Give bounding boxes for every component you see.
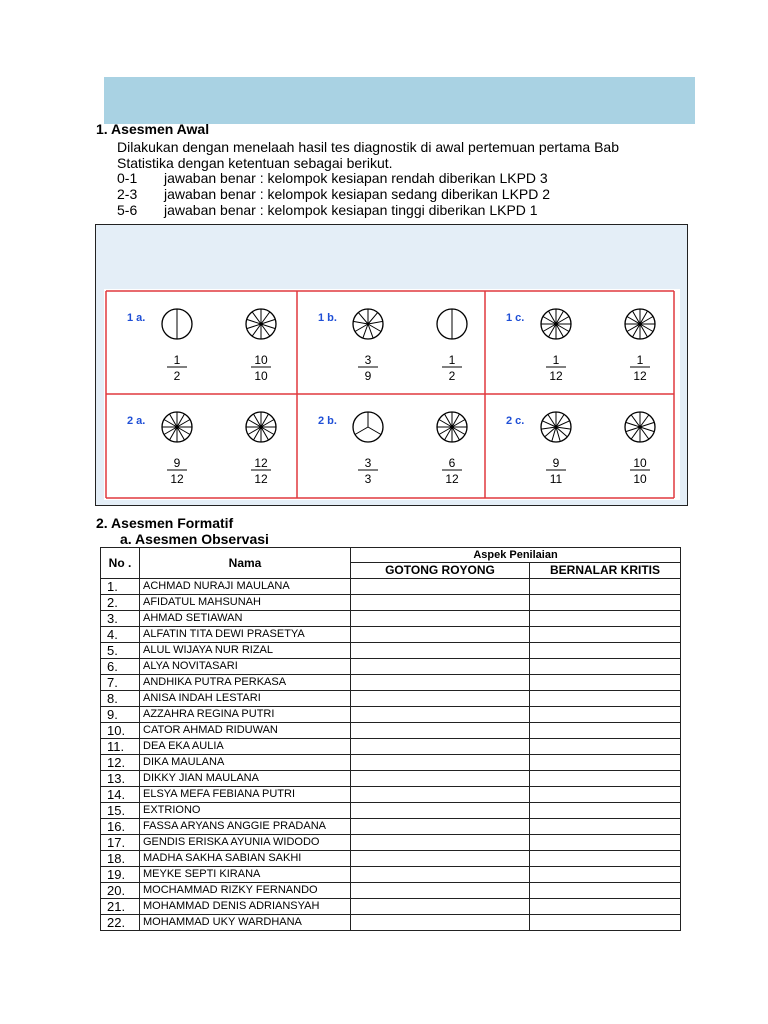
student-name: AFIDATUL MAHSUNAH <box>140 594 351 610</box>
fraction-numerator: 6 <box>448 456 456 470</box>
score-bernalar-kritis-cell[interactable] <box>530 850 681 866</box>
table-row <box>101 722 681 738</box>
table-row <box>101 626 681 642</box>
header-bernalar-kritis: BERNALAR KRITIS <box>530 563 681 578</box>
score-gotong-royong-cell[interactable] <box>351 770 530 786</box>
score-bernalar-kritis-cell[interactable] <box>530 914 681 930</box>
row-number: 16. <box>101 818 140 834</box>
student-name: ANISA INDAH LESTARI <box>140 690 351 706</box>
score-bernalar-kritis-cell[interactable] <box>530 754 681 770</box>
student-name: MADHA SAKHA SABIAN SAKHI <box>140 850 351 866</box>
fraction-numerator: 1 <box>173 353 181 367</box>
fraction-numerator: 9 <box>552 456 560 470</box>
score-bernalar-kritis-cell[interactable] <box>530 738 681 754</box>
score-gotong-royong-cell[interactable] <box>351 594 530 610</box>
fraction-denominator: 2 <box>448 369 456 383</box>
question-label: 1 a. <box>127 312 146 324</box>
fraction-circles-grid <box>96 225 689 507</box>
row-number: 22. <box>101 914 140 930</box>
table-row <box>101 738 681 754</box>
row-number: 10. <box>101 722 140 738</box>
score-gotong-royong-cell[interactable] <box>351 898 530 914</box>
section-2-subtitle: a. Asesmen Observasi <box>120 531 269 547</box>
fraction-numerator: 1 <box>552 353 560 367</box>
table-row <box>101 610 681 626</box>
score-gotong-royong-cell[interactable] <box>351 578 530 594</box>
student-name: DEA EKA AULIA <box>140 738 351 754</box>
student-name: MOHAMMAD UKY WARDHANA <box>140 914 351 930</box>
fraction-numerator: 9 <box>173 456 181 470</box>
row-number: 8. <box>101 690 140 706</box>
student-name: MEYKE SEPTI KIRANA <box>140 866 351 882</box>
fraction-denominator: 10 <box>254 369 268 383</box>
score-gotong-royong-cell[interactable] <box>351 610 530 626</box>
row-number: 3. <box>101 610 140 626</box>
section-1-paragraph-line1: Dilakukan dengan menelaah hasil tes diagnostik di awal pertemuan pertama Bab <box>117 139 619 155</box>
criteria-text: jawaban benar : kelompok kesiapan rendah diberikan LKPD 3 <box>164 170 548 186</box>
row-number: 13. <box>101 770 140 786</box>
table-row <box>101 594 681 610</box>
student-name: ALFATIN TITA DEWI PRASETYA <box>140 626 351 642</box>
fraction-denominator: 2 <box>173 369 181 383</box>
score-gotong-royong-cell[interactable] <box>351 658 530 674</box>
student-name: ANDHIKA PUTRA PERKASA <box>140 674 351 690</box>
score-bernalar-kritis-cell[interactable] <box>530 898 681 914</box>
table-row <box>101 786 681 802</box>
criteria-range: 5-6 <box>117 202 138 218</box>
criteria-text: jawaban benar : kelompok kesiapan tinggi diberikan LKPD 1 <box>164 202 538 218</box>
table-row <box>101 658 681 674</box>
score-bernalar-kritis-cell[interactable] <box>530 642 681 658</box>
fraction-denominator: 12 <box>549 369 563 383</box>
row-number: 19. <box>101 866 140 882</box>
student-name: CATOR AHMAD RIDUWAN <box>140 722 351 738</box>
header-no: No . <box>101 548 140 579</box>
criteria-row <box>117 202 538 218</box>
student-name: DIKA MAULANA <box>140 754 351 770</box>
score-bernalar-kritis-cell[interactable] <box>530 802 681 818</box>
score-bernalar-kritis-cell[interactable] <box>530 578 681 594</box>
section-1-title: 1. Asesmen Awal <box>96 121 210 137</box>
fraction-numerator: 1 <box>636 353 644 367</box>
student-name: ELSYA MEFA FEBIANA PUTRI <box>140 786 351 802</box>
score-gotong-royong-cell[interactable] <box>351 706 530 722</box>
question-label: 2 b. <box>318 415 337 427</box>
row-number: 15. <box>101 802 140 818</box>
criteria-range: 0-1 <box>117 170 138 186</box>
header-nama: Nama <box>140 548 351 579</box>
table-row <box>101 578 681 594</box>
row-number: 1. <box>101 578 140 594</box>
student-name: GENDIS ERISKA AYUNIA WIDODO <box>140 834 351 850</box>
score-gotong-royong-cell[interactable] <box>351 818 530 834</box>
score-bernalar-kritis-cell[interactable] <box>530 610 681 626</box>
student-name: ALYA NOVITASARI <box>140 658 351 674</box>
score-bernalar-kritis-cell[interactable] <box>530 770 681 786</box>
fraction-denominator: 12 <box>254 472 268 486</box>
header-aspek-penilaian: Aspek Penilaian <box>351 548 681 563</box>
criteria-row <box>117 170 548 186</box>
fraction-numerator: 3 <box>364 353 372 367</box>
student-name: EXTRIONO <box>140 802 351 818</box>
table-row <box>101 754 681 770</box>
row-number: 11. <box>101 738 140 754</box>
score-gotong-royong-cell[interactable] <box>351 690 530 706</box>
section-1-paragraph-line2: Statistika dengan ketentuan sebagai berikut. <box>117 155 393 171</box>
fraction-numerator: 10 <box>254 353 268 367</box>
score-gotong-royong-cell[interactable] <box>351 674 530 690</box>
row-number: 17. <box>101 834 140 850</box>
student-name: MOCHAMMAD RIZKY FERNANDO <box>140 882 351 898</box>
header-gotong-royong: GOTONG ROYONG <box>351 563 530 578</box>
score-gotong-royong-cell[interactable] <box>351 850 530 866</box>
fraction-denominator: 10 <box>633 472 647 486</box>
fraction-denominator: 3 <box>364 472 372 486</box>
score-gotong-royong-cell[interactable] <box>351 802 530 818</box>
score-gotong-royong-cell[interactable] <box>351 738 530 754</box>
table-row <box>101 690 681 706</box>
score-bernalar-kritis-cell[interactable] <box>530 834 681 850</box>
student-name: FASSA ARYANS ANGGIE PRADANA <box>140 818 351 834</box>
fraction-denominator: 12 <box>445 472 459 486</box>
question-label: 1 b. <box>318 312 337 324</box>
score-bernalar-kritis-cell[interactable] <box>530 818 681 834</box>
criteria-range: 2-3 <box>117 186 138 202</box>
student-name: ALUL WIJAYA NUR RIZAL <box>140 642 351 658</box>
student-name: ACHMAD NURAJI MAULANA <box>140 578 351 594</box>
fraction-denominator: 12 <box>633 369 647 383</box>
fraction-numerator: 10 <box>633 456 647 470</box>
fraction-denominator: 9 <box>364 369 372 383</box>
row-number: 7. <box>101 674 140 690</box>
criteria-row <box>117 186 550 202</box>
fraction-denominator: 11 <box>549 472 563 486</box>
score-gotong-royong-cell[interactable] <box>351 626 530 642</box>
table-row <box>101 706 681 722</box>
table-row <box>101 834 681 850</box>
table-row <box>101 674 681 690</box>
question-label: 2 c. <box>506 415 525 427</box>
fraction-numerator: 12 <box>254 456 268 470</box>
fraction-numerator: 3 <box>364 456 372 470</box>
table-row <box>101 770 681 786</box>
score-gotong-royong-cell[interactable] <box>351 754 530 770</box>
table-row <box>101 802 681 818</box>
score-bernalar-kritis-cell[interactable] <box>530 722 681 738</box>
section-2-title: 2. Asesmen Formatif <box>96 515 234 531</box>
score-bernalar-kritis-cell[interactable] <box>530 882 681 898</box>
row-number: 6. <box>101 658 140 674</box>
row-number: 4. <box>101 626 140 642</box>
table-row <box>101 866 681 882</box>
score-bernalar-kritis-cell[interactable] <box>530 866 681 882</box>
table-row <box>101 818 681 834</box>
row-number: 21. <box>101 898 140 914</box>
score-gotong-royong-cell[interactable] <box>351 722 530 738</box>
table-row <box>101 914 681 930</box>
header-banner <box>104 77 695 124</box>
question-label: 1 c. <box>506 312 525 324</box>
score-bernalar-kritis-cell[interactable] <box>530 626 681 642</box>
row-number: 20. <box>101 882 140 898</box>
score-gotong-royong-cell[interactable] <box>351 786 530 802</box>
row-number: 14. <box>101 786 140 802</box>
diagnostic-test-figure <box>95 224 688 506</box>
table-row <box>101 882 681 898</box>
score-bernalar-kritis-cell[interactable] <box>530 674 681 690</box>
score-bernalar-kritis-cell[interactable] <box>530 658 681 674</box>
fraction-denominator: 12 <box>170 472 184 486</box>
score-bernalar-kritis-cell[interactable] <box>530 594 681 610</box>
score-gotong-royong-cell[interactable] <box>351 866 530 882</box>
score-bernalar-kritis-cell[interactable] <box>530 706 681 722</box>
score-bernalar-kritis-cell[interactable] <box>530 786 681 802</box>
row-number: 2. <box>101 594 140 610</box>
criteria-text: jawaban benar : kelompok kesiapan sedang diberikan LKPD 2 <box>164 186 551 202</box>
row-number: 9. <box>101 706 140 722</box>
row-number: 12. <box>101 754 140 770</box>
row-number: 18. <box>101 850 140 866</box>
score-gotong-royong-cell[interactable] <box>351 914 530 930</box>
row-number: 5. <box>101 642 140 658</box>
table-row <box>101 850 681 866</box>
score-gotong-royong-cell[interactable] <box>351 882 530 898</box>
score-gotong-royong-cell[interactable] <box>351 642 530 658</box>
score-gotong-royong-cell[interactable] <box>351 834 530 850</box>
score-bernalar-kritis-cell[interactable] <box>530 690 681 706</box>
student-name: MOHAMMAD DENIS ADRIANSYAH <box>140 898 351 914</box>
student-name: DIKKY JIAN MAULANA <box>140 770 351 786</box>
table-row <box>101 898 681 914</box>
fraction-numerator: 1 <box>448 353 456 367</box>
student-name: AZZAHRA REGINA PUTRI <box>140 706 351 722</box>
observation-table <box>100 547 681 931</box>
question-label: 2 a. <box>127 415 146 427</box>
student-name: AHMAD SETIAWAN <box>140 610 351 626</box>
table-row <box>101 642 681 658</box>
